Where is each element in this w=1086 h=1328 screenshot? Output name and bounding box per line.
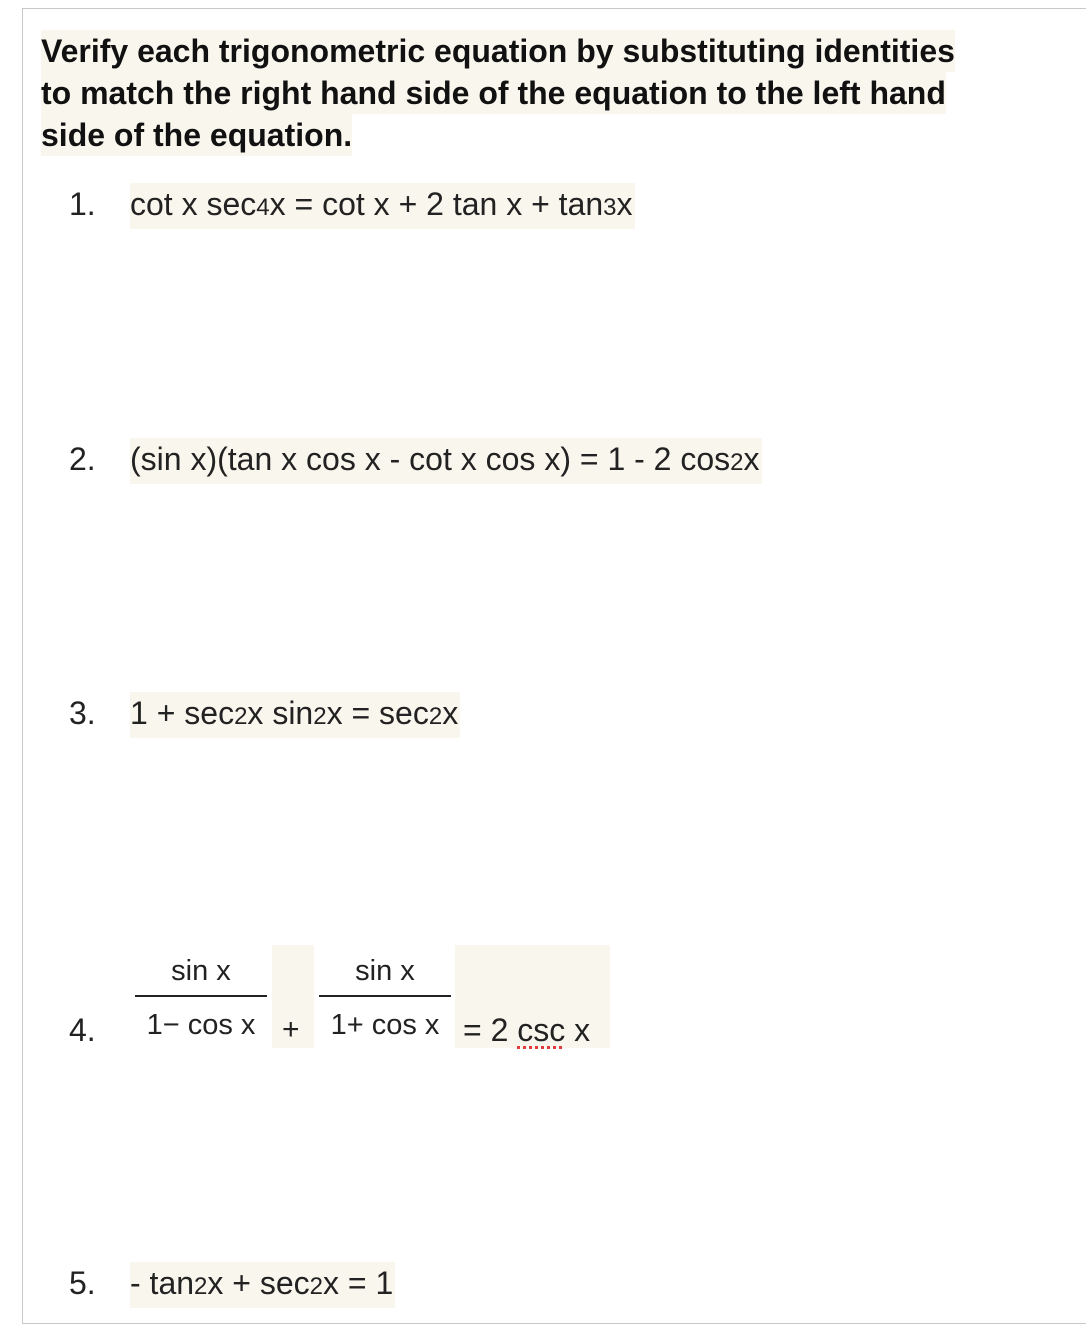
heading-line-2: to match the right hand side of the equation to the left hand [41, 72, 946, 114]
fraction-bar [135, 995, 267, 997]
instructions-heading [41, 30, 955, 156]
problem-number: 3. [69, 695, 96, 731]
plus-operator: + [282, 1013, 300, 1046]
problem-equation: - tan2x + sec2x = 1 [130, 1262, 395, 1308]
problem-4-rhs: = 2 csc x [455, 945, 610, 1048]
fraction-1 [135, 945, 267, 1048]
problem-number: 4. [69, 1012, 96, 1048]
fraction-bar [319, 995, 451, 997]
heading-line-3: side of the equation. [41, 114, 352, 156]
fraction-2 [319, 945, 451, 1048]
fraction-1-numerator: sin x [171, 955, 231, 987]
problem-equation: cot x sec4x = cot x + 2 tan x + tan3x [130, 183, 635, 229]
problem-equation: 1 + sec2x sin2x = sec2x [130, 692, 460, 738]
fraction-2-numerator: sin x [355, 955, 415, 987]
misspelled-word[interactable]: csc [517, 1012, 566, 1048]
problem-equation: (sin x)(tan x cos x - cot x cos x) = 1 - 2 cos2x [130, 438, 762, 484]
problem-number: 5. [69, 1265, 96, 1301]
fraction-2-denominator: 1+ cos x [330, 1009, 440, 1041]
plus-operator-box [272, 945, 314, 1048]
fraction-1-denominator: 1− cos x [146, 1009, 256, 1041]
heading-line-1: Verify each trigonometric equation by substituting identities [41, 30, 955, 72]
problem-number: 2. [69, 441, 96, 477]
problem-4 [69, 945, 629, 1048]
problem-number: 1. [69, 186, 96, 222]
